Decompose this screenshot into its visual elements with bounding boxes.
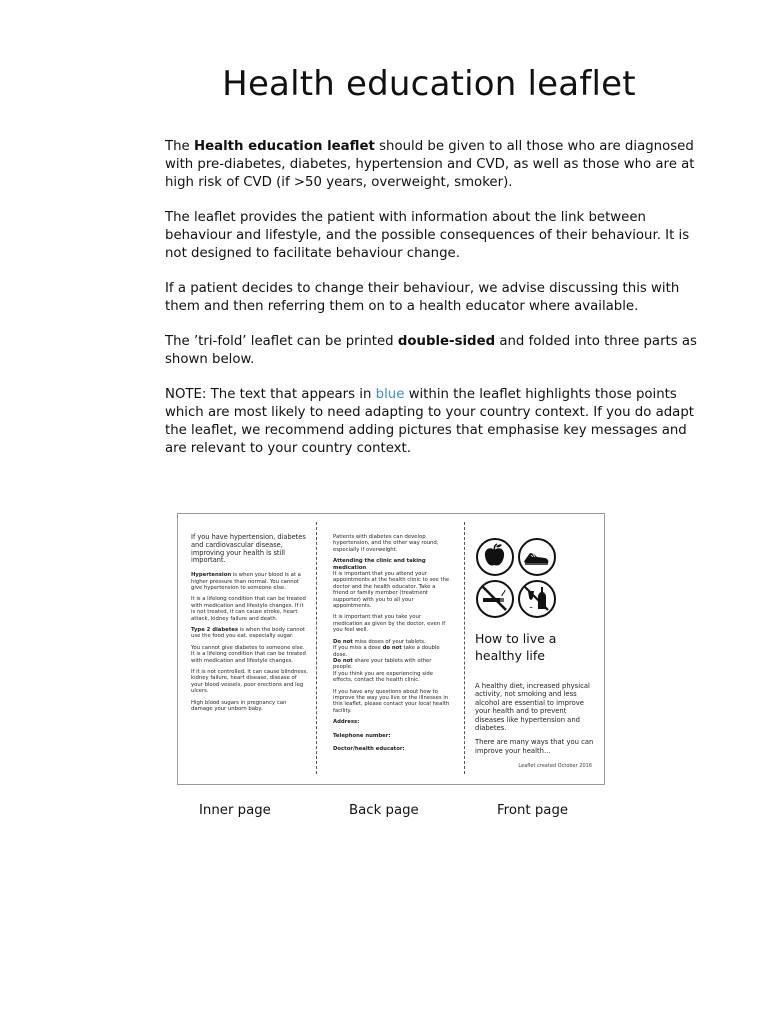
running-shoe-icon [518, 538, 556, 576]
intro-paragraph-5: NOTE: The text that appears in blue within the leaflet highlights those points which are most likely to need adapting to your country context. If you do adapt the leaflet, we recommend adding pictures that emphasise key messages and are relevant to your country context. [165, 387, 694, 456]
caption-front-page: Front page [497, 803, 569, 818]
back-p4: Do not miss doses of your tablets. [333, 638, 426, 645]
no-smoking-icon [476, 580, 514, 618]
intro-paragraph-1: The Health education leaflet should be given to all those who are diagnosed with pre-diabetes, diabetes, hypertension and CVD, as well as those who are at high risk of CVD (if >50 years, overweight, smoker). [165, 139, 695, 190]
fold-line-2 [464, 522, 465, 774]
lifestyle-icons [476, 538, 562, 624]
back-doctor: Doctor/health educator: [333, 745, 405, 752]
back-p6: Do not share your tablets with other people. [333, 657, 432, 671]
intro-paragraph-3: If a patient decides to change their behaviour, we advise discussing this with them and then referring them on to a health educator where available. [165, 281, 680, 314]
back-p5: If you miss a dose do not take a double dose. [333, 645, 440, 658]
inner-not-controlled: If it is not controlled, it can cause blindness, kidney failure, heart disease, disease of your blood vessels, poor erections and leg ulcers. [191, 669, 308, 695]
intro-paragraph-2: The leaflet provides the patient with information about the link between behaviour and lifestyle, and the possible consequences of their behaviour. It is not designed to facilitate behaviour change. [165, 210, 690, 261]
front-text [475, 682, 595, 755]
front-p1: A healthy diet, increased physical activity, not smoking and less alcohol are essential to improve your health and to prevent diseases like hypertension and diabetes. [475, 682, 590, 733]
back-address: Address: [333, 719, 360, 726]
front-title: How to live a healthy life [475, 631, 557, 663]
leaflet-preview [177, 513, 605, 785]
leaflet-back-page [333, 534, 451, 757]
inner-lead: If you have hypertension, diabetes and cardiovascular disease, improving your health is still important. [191, 533, 306, 565]
inner-type2: Type 2 diabetes is when the body cannot use the food you eat, especially sugar. [191, 627, 305, 640]
caption-inner-page: Inner page [199, 803, 271, 818]
blue-word: blue [375, 387, 405, 402]
back-p2: It is important that you attend your appointments at the health clinic to see the doctor and the health educator. Take a friend or family member (treatment supporter) with you to all your appointments. [333, 571, 450, 610]
inner-pregnancy: High blood sugars in pregnancy can damage your unborn baby. [191, 699, 287, 713]
front-p2: There are many ways that you can improve your health... [475, 738, 594, 755]
apple-icon [476, 538, 514, 576]
leaflet-front-page [475, 538, 595, 761]
caption-back-page: Back page [349, 803, 419, 818]
inner-lifelong: It is a lifelong condition that can be treated with medication and lifestyle changes. If it is not treated, it can cause stroke, heart attack, kidney failure and death. [191, 596, 306, 622]
back-p1: Patients with diabetes can develop hypertension, and the other way round, especially if overweight. [333, 534, 439, 553]
back-telephone: Telephone number: [333, 732, 391, 739]
back-p8: If you have any questions about how to improve the way you live or the illnesses in this leaflet, please contact your local health facility. [333, 688, 450, 714]
fold-line-1 [316, 522, 317, 774]
intro-paragraph-4: The ’tri-fold’ leaflet can be printed double-sided and folded into three parts as shown below. [165, 334, 697, 367]
leaflet-created-date: Leaflet created October 2016 [518, 763, 592, 769]
inner-cannot-give: You cannot give diabetes to someone else. It is a lifelong condition that can be treated with medication and lifestyle changes. [191, 644, 306, 664]
inner-hypertension: Hypertension is when your blood is at a higher pressure than normal. You cannot give hypertension to someone else. [191, 572, 301, 591]
back-p7: If you think you are experiencing side effects, contact the health clinic. [333, 670, 434, 684]
leaflet-inner-page [191, 534, 309, 718]
back-heading: Attending the clinic and taking medication [333, 558, 426, 571]
no-alcohol-icon [518, 580, 556, 618]
page-title: Health education leaflet [222, 64, 636, 104]
intro-text [165, 138, 705, 475]
back-p3: It is important that you take your medication as given by the doctor, even if you feel well. [333, 614, 446, 634]
